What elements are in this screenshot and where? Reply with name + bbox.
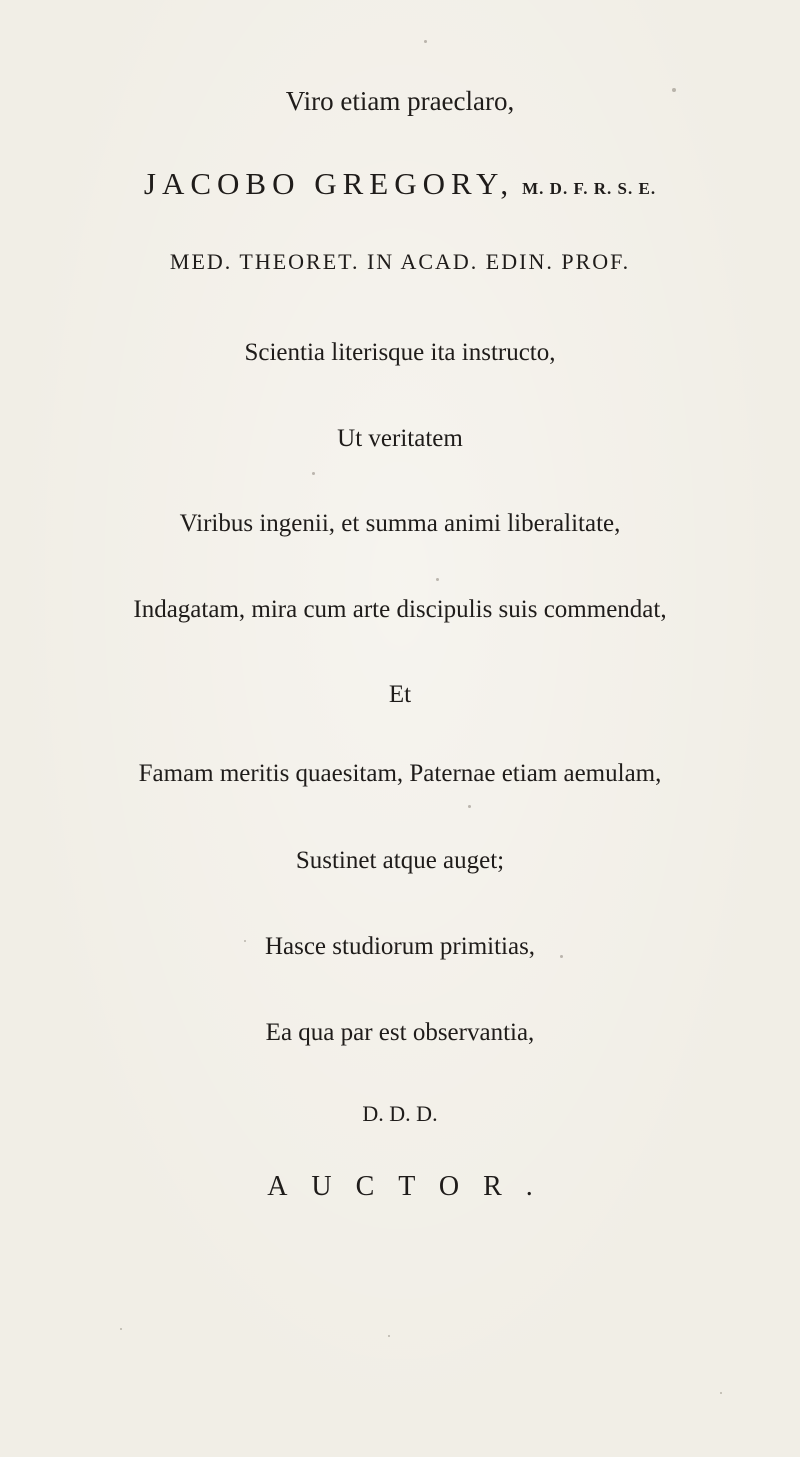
paper-speck (312, 472, 315, 475)
dedicatee-name-line (0, 168, 800, 200)
dedication-text-line-4: Indagatam, mira cum arte discipulis suis commendat, (133, 596, 667, 623)
paper-speck (436, 578, 439, 581)
dedication-opening: Viro etiam praeclaro, (285, 86, 515, 116)
dedication-text-line-7: Sustinet atque auget; (295, 847, 505, 874)
dedication-text-line-3: Viribus ingenii, et summa animi liberalitate, (179, 510, 621, 537)
dedication-text-line-6: Famam meritis quaesitam, Paternae etiam aemulam, (138, 760, 662, 787)
dedication-text-line-2: Ut veritatem (337, 425, 463, 452)
dedicatee-degrees: M. D. F. R. S. E. (522, 179, 657, 198)
dedication-text-line-5: Et (388, 681, 412, 708)
paper-speck (468, 805, 471, 808)
dedicatory-formula: D. D. D. (362, 1101, 438, 1126)
dedicatee-name: JACOBO GREGORY, (143, 166, 515, 201)
paper-speck (388, 1335, 390, 1337)
paper-speck (720, 1392, 722, 1394)
paper-speck (560, 955, 563, 958)
dedicatee-professorship: MED. THEORET. IN ACAD. EDIN. PROF. (169, 249, 631, 274)
author-signature: AUCTOR. (267, 1171, 557, 1202)
paper-speck (424, 40, 427, 43)
dedication-text-line-8: Hasce studiorum primitias, (264, 933, 536, 960)
paper-speck (672, 88, 676, 92)
dedication-text-line-9: Ea qua par est observantia, (265, 1019, 535, 1046)
paper-speck (120, 1328, 122, 1330)
dedication-text-line-1: Scientia literisque ita instructo, (244, 339, 556, 366)
paper-speck (244, 940, 246, 942)
